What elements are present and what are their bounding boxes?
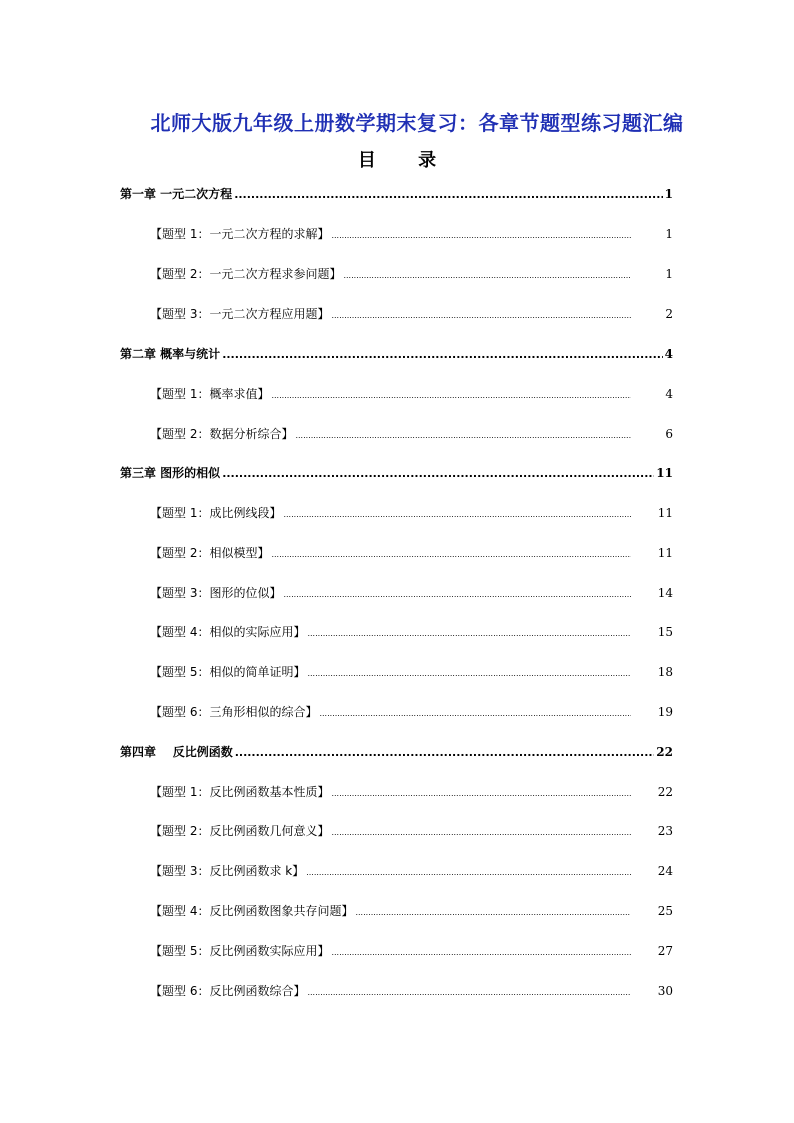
leader-dots [283, 585, 631, 605]
chapter-label: 第二章 概率与统计 [120, 347, 221, 361]
section-page-number: 15 [657, 625, 673, 639]
section-label: 【题型 6：三角形相似的综合】 [150, 705, 318, 719]
toc-section[interactable] [150, 861, 673, 881]
section-page-number: 1 [665, 227, 673, 241]
section-label: 【题型 4：反比例函数图象共存问题】 [150, 904, 354, 918]
leader-dots [319, 704, 631, 724]
toc-section[interactable] [150, 224, 673, 244]
leader-dots [271, 545, 631, 565]
section-label: 【题型 1：概率求值】 [150, 387, 270, 401]
section-label: 【题型 1：成比例线段】 [150, 506, 282, 520]
section-page-number: 18 [657, 665, 673, 679]
chapter-page-number: 11 [656, 466, 673, 480]
section-label: 【题型 3：图形的位似】 [150, 586, 282, 600]
toc-section[interactable] [150, 384, 673, 404]
section-label: 【题型 3：一元二次方程应用题】 [150, 307, 330, 321]
toc-heading: 目 录 [357, 150, 455, 171]
section-label: 【题型 4：相似的实际应用】 [150, 625, 306, 639]
section-page-number: 23 [657, 824, 673, 838]
section-label: 【题型 6：反比例函数综合】 [150, 984, 306, 998]
toc-section[interactable] [150, 662, 673, 682]
toc-chapter-4[interactable] [120, 742, 673, 762]
toc-section[interactable] [150, 503, 673, 523]
toc-chapter-2[interactable] [120, 344, 673, 364]
leader-dots [222, 464, 654, 484]
toc-section[interactable] [150, 941, 673, 961]
chapter-label: 第三章 图形的相似 [120, 466, 221, 480]
section-label: 【题型 2：相似模型】 [150, 546, 270, 560]
leader-dots [307, 983, 631, 1003]
chapter-page-number: 22 [656, 745, 673, 759]
leader-dots [331, 943, 631, 963]
toc-section[interactable] [150, 782, 673, 802]
chapter-label: 第四章 反比例函数 [120, 745, 233, 759]
toc-section[interactable] [150, 543, 673, 563]
section-page-number: 11 [657, 546, 673, 560]
leader-dots [295, 426, 631, 446]
section-page-number: 11 [657, 506, 673, 520]
toc-section[interactable] [150, 424, 673, 444]
toc-chapter-3[interactable] [120, 463, 673, 483]
section-page-number: 4 [665, 387, 673, 401]
section-page-number: 30 [657, 984, 673, 998]
leader-dots [283, 505, 631, 525]
section-label: 【题型 5：反比例函数实际应用】 [150, 944, 330, 958]
leader-dots [331, 306, 631, 326]
toc-section[interactable] [150, 901, 673, 921]
toc-section[interactable] [150, 304, 673, 324]
leader-dots [234, 185, 662, 205]
section-page-number: 6 [665, 427, 673, 441]
section-label: 【题型 1：反比例函数基本性质】 [150, 785, 330, 799]
document-title: 北师大版九年级上册数学期末复习：各章节题型练习题汇编 [150, 111, 684, 135]
section-label: 【题型 2：反比例函数几何意义】 [150, 824, 330, 838]
leader-dots [307, 624, 631, 644]
section-page-number: 24 [657, 864, 673, 878]
chapter-page-number: 1 [664, 187, 673, 201]
toc-section[interactable] [150, 264, 673, 284]
leader-dots [343, 266, 631, 286]
section-label: 【题型 2：一元二次方程求参问题】 [150, 267, 342, 281]
toc-section[interactable] [150, 821, 673, 841]
section-page-number: 19 [657, 705, 673, 719]
leader-dots [355, 903, 631, 923]
leader-dots [306, 863, 631, 883]
leader-dots [331, 823, 631, 843]
section-page-number: 14 [657, 586, 673, 600]
leader-dots [307, 664, 631, 684]
section-label: 【题型 3：反比例函数求 k】 [150, 864, 305, 878]
toc-section[interactable] [150, 981, 673, 1001]
section-page-number: 2 [665, 307, 673, 321]
leader-dots [271, 386, 631, 406]
leader-dots [222, 345, 662, 365]
section-page-number: 1 [665, 267, 673, 281]
toc-section[interactable] [150, 622, 673, 642]
toc-section[interactable] [150, 583, 673, 603]
chapter-label: 第一章 一元二次方程 [120, 187, 233, 201]
chapter-page-number: 4 [664, 347, 673, 361]
leader-dots [331, 784, 631, 804]
leader-dots [235, 743, 655, 763]
section-page-number: 22 [657, 785, 673, 799]
section-page-number: 27 [657, 944, 673, 958]
section-label: 【题型 1：一元二次方程的求解】 [150, 227, 330, 241]
toc-chapter-1[interactable] [120, 184, 673, 204]
section-label: 【题型 2：数据分析综合】 [150, 427, 294, 441]
section-page-number: 25 [657, 904, 673, 918]
leader-dots [331, 226, 631, 246]
toc-section[interactable] [150, 702, 673, 722]
section-label: 【题型 5：相似的简单证明】 [150, 665, 306, 679]
